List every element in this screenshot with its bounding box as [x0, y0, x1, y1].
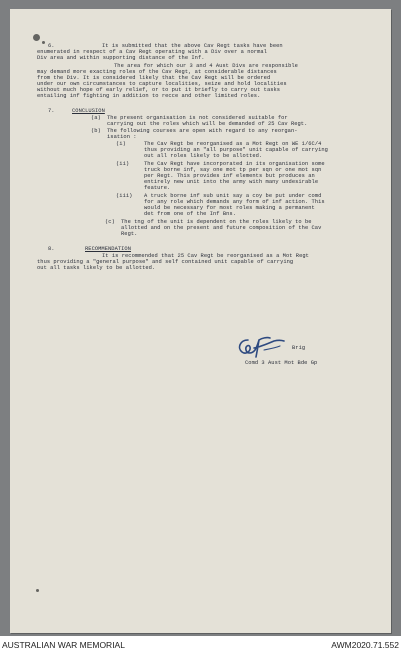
paragraph-6-line: The area for which our 3 and 4 Aust Divs are responsible — [114, 63, 298, 69]
item-iii-line: would be necessary for most roles making a permanent — [144, 205, 315, 211]
item-c-label: (c) — [105, 219, 115, 225]
accession-number: AWM2020.71.552 — [331, 640, 399, 650]
document-page — [10, 9, 391, 633]
item-b-line: The following courses are open with regard to any reorgan- — [107, 128, 298, 134]
conclusion-heading: CONCLUSION — [72, 108, 105, 114]
paragraph-8-line: out all tasks likely to be allotted. — [37, 265, 156, 271]
paragraph-6-number: 6. — [48, 43, 55, 49]
signature-appointment: Comd 3 Aust Mot Bde Gp — [245, 360, 318, 366]
item-b-line: isation : — [107, 134, 137, 140]
paragraph-6-line: under our own circumstances to capture localities, seize and hold localities — [37, 81, 287, 87]
handwritten-signature — [234, 332, 290, 362]
item-iii-label: (iii) — [116, 193, 133, 199]
paragraph-6-line: entailing inf fighting in addition to recce and other limited roles. — [37, 93, 261, 99]
paragraph-7-number: 7. — [48, 108, 55, 114]
item-iii-line: det from one of the Inf Bns. — [144, 211, 236, 217]
signature-rank: Brig — [292, 345, 306, 351]
recommendation-heading: RECOMMENDATION — [85, 246, 131, 252]
ink-mark — [36, 589, 39, 592]
item-ii-line: entirely new unit into the army with many undesirable — [144, 179, 319, 185]
paragraph-8-line: It is recommended that 25 Cav Regt be reorganised as a Mot Regt — [102, 253, 309, 259]
item-a-line: carrying out the roles which will be demanded of 25 Cav Regt. — [107, 121, 308, 127]
item-i-line: The Cav Regt be reorganised as a Mot Regt on WE 1/6C/4 — [144, 141, 322, 147]
paragraph-6-line: from the Div. It is considered likely that the Cav Regt will be ordered — [37, 75, 271, 81]
item-ii-line: The Cav Regt have incorporated in its organisation some — [144, 161, 325, 167]
paragraph-8-line: thus providing a "general purpose" and self contained unit capable of carrying — [37, 259, 294, 265]
item-c-line: The tng of the unit is dependent on the roles likely to be — [121, 219, 312, 225]
document-body — [10, 9, 391, 633]
item-c-line: Regt. — [121, 231, 138, 237]
paragraph-6-line: It is submitted that the above Cav Regt tasks have been — [102, 43, 283, 49]
item-ii-line: feature. — [144, 185, 171, 191]
item-i-line: thus providing an "all purpose" unit capable of carrying — [144, 147, 328, 153]
item-i-line: out all roles likely to be allotted. — [144, 153, 263, 159]
ink-mark — [42, 41, 45, 44]
item-iii-line: for any role which demands any form of inf action. This — [144, 199, 325, 205]
item-c-line: allotted and on the present and future composition of the Cav — [121, 225, 322, 231]
paragraph-6-line: enumerated in respect of a Cav Regt operating with a Div over a normal — [37, 49, 267, 55]
item-b-label: (b) — [91, 128, 101, 134]
paragraph-6-line: may demand more exacting roles of the Cav Regt, at considerable distances — [37, 69, 277, 75]
item-a-line: The present organisation is not considered suitable for — [107, 115, 288, 121]
item-ii-line: truck borne inf, say one mot tp per sqn or one mot sqn — [144, 167, 322, 173]
item-a-label: (a) — [91, 115, 101, 121]
paragraph-8-number: 8. — [48, 246, 55, 252]
paragraph-6-line: without much hope of early relief, or to put it briefly to carry out tasks — [37, 87, 281, 93]
item-ii-line: per Regt. This provides inf elements but produces an — [144, 173, 315, 179]
item-ii-label: (ii) — [116, 161, 130, 167]
item-i-label: (i) — [116, 141, 126, 147]
item-iii-line: A truck borne inf sub unit say a coy be put under comd — [144, 193, 322, 199]
paragraph-6-line: Div area and within supporting distance of the Inf. — [37, 55, 205, 61]
punch-hole — [33, 34, 40, 41]
institution-caption: AUSTRALIAN WAR MEMORIAL — [2, 640, 125, 650]
